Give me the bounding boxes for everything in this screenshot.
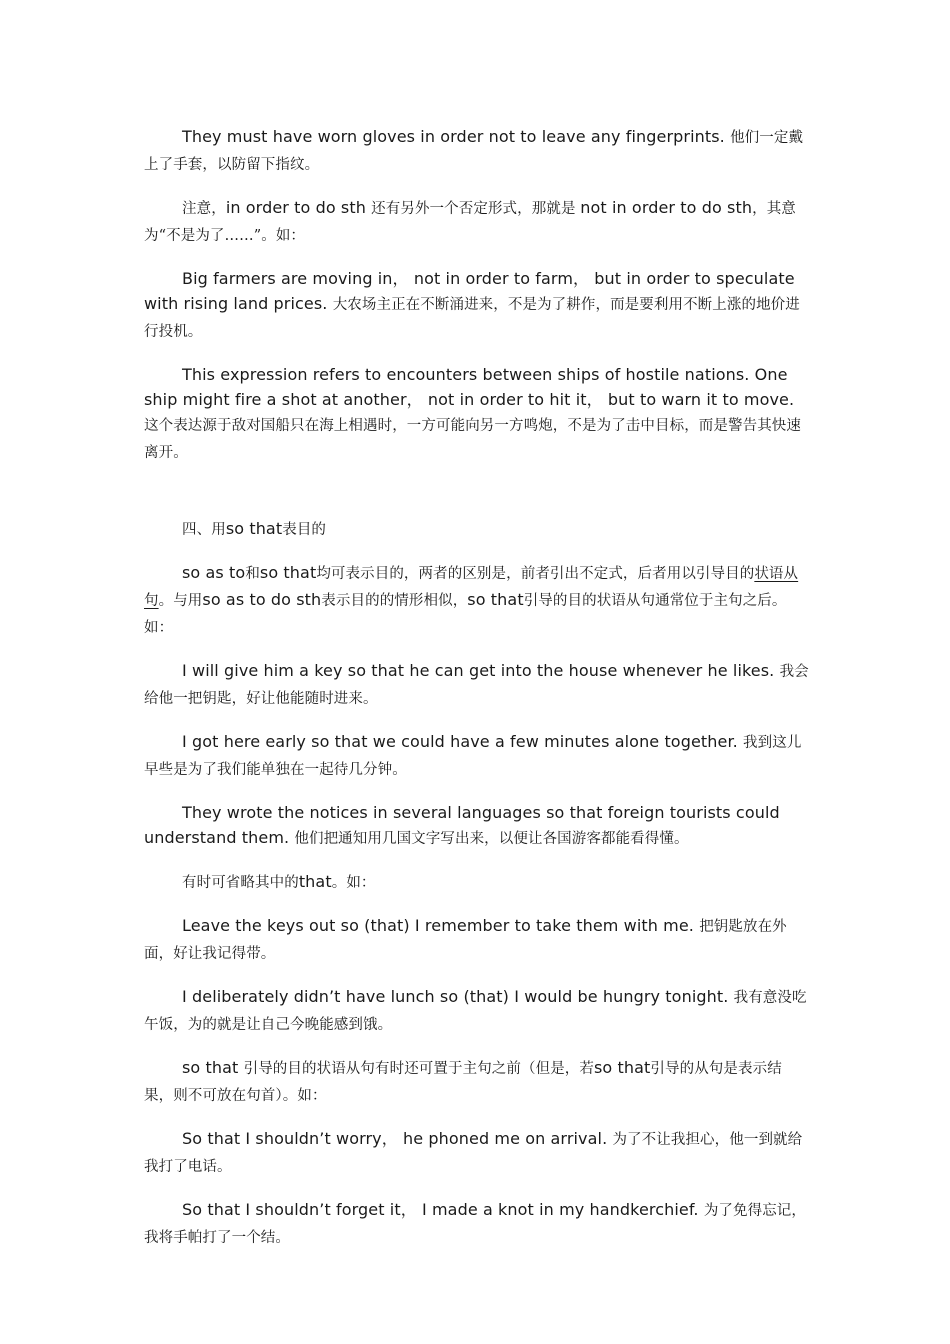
example-paragraph: I got here early so that we could have a few minutes alone together. 我到这儿早些是为了我们能单独在一起待几分钟。 bbox=[144, 732, 802, 778]
section-heading: 四、用so that表目的 bbox=[182, 519, 327, 538]
example-paragraph: Big farmers are moving in， not in order to farm， but in order to speculate with rising land prices. 大农场主正在不断涌进来，不是为了耕作，而是要利用不断上涨的地价进行投机。 bbox=[144, 269, 800, 340]
example-paragraph: So that I shouldn’t worry， he phoned me on arrival. 为了不让我担心，他一到就给我打了电话。 bbox=[144, 1129, 803, 1175]
example-paragraph: They must have worn gloves in order not to leave any fingerprints. 他们一定戴上了手套，以防留下指纹。 bbox=[144, 127, 804, 173]
explanation-paragraph: so as to和so that均可表示目的，两者的区别是，前者引出不定式，后者用以引导目的状语从句。与用so as to do sth表示目的的情形相似，so that引导的目的状语从句通常位于主句之后。如： bbox=[144, 563, 799, 636]
note-paragraph: 有时可省略其中的that。如： bbox=[182, 872, 376, 891]
note-paragraph: 注意，in order to do sth 还有另外一个否定形式，那就是 not in order to do sth，其意为“不是为了……”。如： bbox=[144, 198, 796, 244]
example-paragraph: They wrote the notices in several languages so that foreign tourists could understand them. 他们把通知用几国文字写出来，以便让各国游客都能看得懂。 bbox=[144, 803, 780, 847]
example-paragraph: I deliberately didn’t have lunch so (that) I would be hungry tonight. 我有意没吃午饭，为的就是让自己今晚能感到饿。 bbox=[144, 987, 807, 1033]
example-paragraph: I will give him a key so that he can get into the house whenever he likes. 我会给他一把钥匙，好让他能随时进来。 bbox=[144, 661, 809, 707]
adverbial-clause-link[interactable]: 状语从句 bbox=[144, 566, 799, 609]
example-paragraph: This expression refers to encounters between ships of hostile nations. One ship might fire a shot at another， not in order to hit it， but to warn it to move. 这个表达源于敌对国船只在海上相遇时，一方可能向另一方鸣炮，不是为了击中目标，而是警告其快速离开。 bbox=[144, 365, 801, 461]
note-paragraph: so that 引导的目的状语从句有时还可置于主句之前（但是，若so that引导的从句是表示结果，则不可放在句首）。如： bbox=[144, 1058, 782, 1104]
example-paragraph: So that I shouldn’t forget it， I made a knot in my handkerchief. 为了免得忘记，我将手帕打了一个结。 bbox=[144, 1200, 807, 1246]
document-body bbox=[144, 124, 810, 1268]
example-paragraph: Leave the keys out so (that) I remember to take them with me. 把钥匙放在外面，好让我记得带。 bbox=[144, 916, 787, 962]
